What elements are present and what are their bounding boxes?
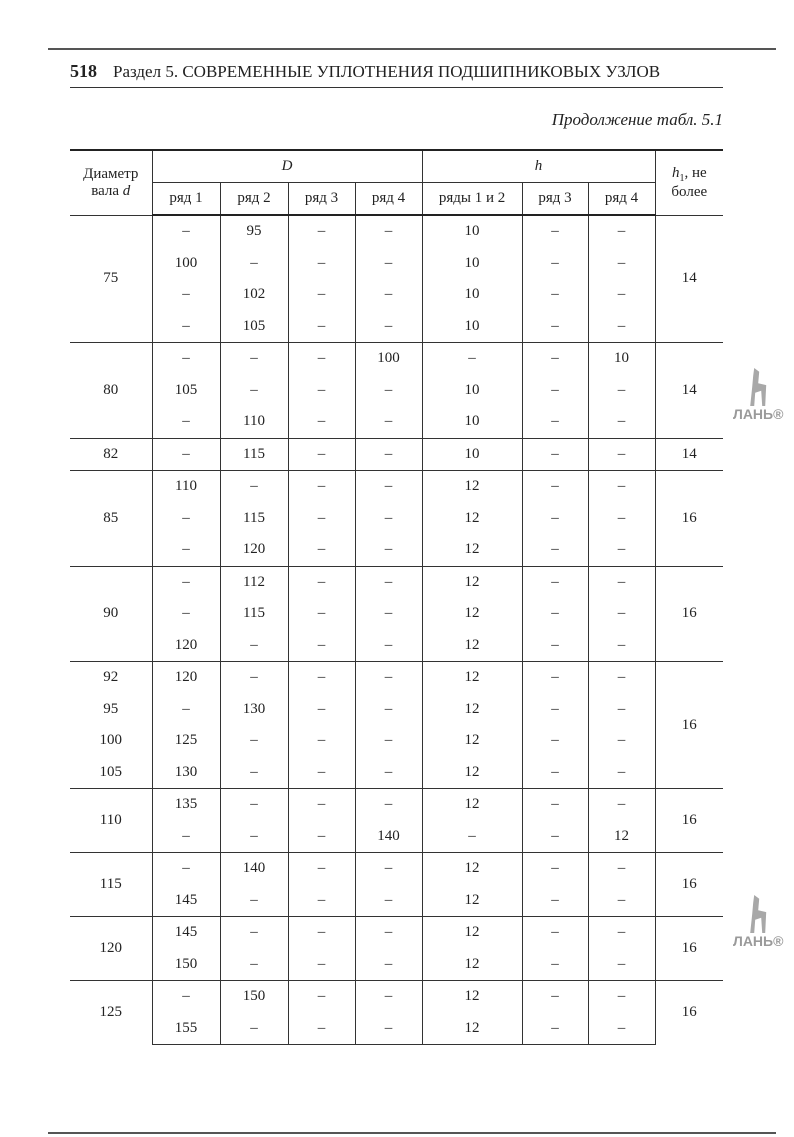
value-cell: – [288, 853, 355, 885]
value-cell: 12 [422, 757, 522, 789]
subcol-header: ряд 3 [288, 183, 355, 216]
value-cell: 10 [422, 311, 522, 343]
value-cell: 12 [422, 853, 522, 885]
table-row [70, 375, 723, 407]
value-cell: – [522, 853, 588, 885]
value-cell: – [220, 375, 288, 407]
table-row [70, 503, 723, 535]
table-row [70, 438, 723, 471]
table-row [70, 981, 723, 1013]
value-cell: – [588, 471, 655, 503]
value-cell: – [355, 438, 422, 471]
value-cell: 12 [422, 789, 522, 821]
watermark-text: ЛАНЬ® [733, 406, 784, 422]
shaft-diameter-cell: 120 [70, 917, 152, 981]
value-cell: 130 [220, 694, 288, 726]
table-row [70, 694, 723, 726]
table-row [70, 343, 723, 375]
value-cell: – [288, 406, 355, 438]
value-cell: 12 [422, 662, 522, 694]
value-cell: 150 [152, 949, 220, 981]
table-row [70, 853, 723, 885]
value-cell: – [588, 438, 655, 471]
value-cell: – [355, 406, 422, 438]
value-cell: 10 [422, 438, 522, 471]
value-cell: – [288, 311, 355, 343]
value-cell: – [288, 375, 355, 407]
value-cell: – [152, 853, 220, 885]
value-cell: – [588, 279, 655, 311]
value-cell: – [288, 598, 355, 630]
value-cell: 130 [152, 757, 220, 789]
value-cell: – [355, 694, 422, 726]
value-cell: 135 [152, 789, 220, 821]
value-cell: 12 [422, 471, 522, 503]
value-cell: – [522, 630, 588, 662]
shaft-diameter-cell: 115 [70, 853, 152, 917]
col-header-shaft-diameter [70, 150, 152, 215]
value-cell: – [522, 279, 588, 311]
value-cell: – [220, 725, 288, 757]
h1-cell: 16 [655, 566, 723, 662]
value-cell: – [288, 503, 355, 535]
value-cell: – [588, 248, 655, 280]
value-cell: 140 [220, 853, 288, 885]
value-cell: – [588, 757, 655, 789]
value-cell: – [588, 534, 655, 566]
value-cell: – [522, 917, 588, 949]
value-cell: 100 [152, 248, 220, 280]
value-cell: – [220, 1013, 288, 1045]
value-cell: 105 [220, 311, 288, 343]
value-cell: 12 [422, 725, 522, 757]
table-row [70, 757, 723, 789]
value-cell: – [288, 471, 355, 503]
table-row [70, 471, 723, 503]
value-cell: – [152, 598, 220, 630]
value-cell: – [522, 662, 588, 694]
table-row [70, 215, 723, 248]
watermark-logo [733, 368, 783, 422]
value-cell: 10 [422, 279, 522, 311]
value-cell: – [588, 311, 655, 343]
value-cell: 102 [220, 279, 288, 311]
value-cell: 145 [152, 917, 220, 949]
value-cell: 110 [220, 406, 288, 438]
value-cell: – [220, 821, 288, 853]
value-cell: – [522, 885, 588, 917]
value-cell: – [152, 311, 220, 343]
value-cell: – [522, 503, 588, 535]
table-row [70, 279, 723, 311]
value-cell: 105 [152, 375, 220, 407]
value-cell: – [152, 694, 220, 726]
value-cell: 12 [422, 981, 522, 1013]
table-row [70, 662, 723, 694]
shaft-diameter-cell: 100 [70, 725, 152, 757]
value-cell: – [522, 1013, 588, 1045]
value-cell: 12 [422, 694, 522, 726]
subcol-header: ряд 4 [355, 183, 422, 216]
h1-cell: 14 [655, 215, 723, 343]
shaft-diameter-cell: 110 [70, 789, 152, 853]
value-cell: 120 [220, 534, 288, 566]
deer-icon [748, 895, 768, 933]
header-rule [70, 87, 723, 88]
group-h-label: h [534, 158, 543, 174]
value-cell: – [355, 630, 422, 662]
value-cell: – [220, 757, 288, 789]
value-cell: – [522, 534, 588, 566]
value-cell: – [588, 566, 655, 598]
value-cell: – [588, 503, 655, 535]
shaft-diameter-cell: 90 [70, 566, 152, 662]
value-cell: 10 [422, 248, 522, 280]
dimensions-table [70, 149, 723, 1045]
table-caption: Продолжение табл. 5.1 [551, 110, 723, 129]
value-cell: – [220, 630, 288, 662]
section-title: Раздел 5. СОВРЕМЕННЫЕ УПЛОТНЕНИЯ ПОДШИПНИКОВЫХ УЗЛОВ [113, 62, 661, 81]
value-cell: 115 [220, 438, 288, 471]
value-cell: – [152, 503, 220, 535]
value-cell: 10 [422, 375, 522, 407]
value-cell: – [152, 279, 220, 311]
table-row [70, 789, 723, 821]
table-row [70, 248, 723, 280]
value-cell: 115 [220, 598, 288, 630]
value-cell: 100 [355, 343, 422, 375]
value-cell: – [355, 853, 422, 885]
value-cell: – [588, 375, 655, 407]
value-cell: – [288, 343, 355, 375]
value-cell: – [288, 821, 355, 853]
subcol-header: ряд 4 [588, 183, 655, 216]
value-cell: – [152, 215, 220, 248]
value-cell: 125 [152, 725, 220, 757]
value-cell: 12 [422, 1013, 522, 1045]
value-cell: 120 [152, 630, 220, 662]
table-row [70, 725, 723, 757]
value-cell: 12 [422, 949, 522, 981]
col-h1-label: $h_1$, не более [671, 164, 708, 200]
subcol-header: ряд 2 [220, 183, 288, 216]
value-cell: – [588, 598, 655, 630]
value-cell: – [288, 248, 355, 280]
value-cell: – [288, 949, 355, 981]
group-D-label: D [281, 158, 293, 174]
value-cell: – [152, 821, 220, 853]
table-row [70, 949, 723, 981]
value-cell: – [522, 725, 588, 757]
value-cell: – [588, 1013, 655, 1045]
value-cell: – [522, 566, 588, 598]
h1-cell: 16 [655, 662, 723, 789]
value-cell: – [288, 885, 355, 917]
value-cell: – [288, 534, 355, 566]
value-cell: – [588, 215, 655, 248]
subcol-header: ряд 1 [152, 183, 220, 216]
value-cell: 12 [422, 566, 522, 598]
table-row [70, 598, 723, 630]
value-cell: 95 [220, 215, 288, 248]
value-cell: – [355, 534, 422, 566]
watermark-logo [733, 895, 783, 949]
table-row [70, 566, 723, 598]
value-cell: – [152, 438, 220, 471]
value-cell: – [355, 215, 422, 248]
value-cell: – [422, 821, 522, 853]
value-cell: 10 [422, 406, 522, 438]
value-cell: – [355, 375, 422, 407]
value-cell: – [152, 406, 220, 438]
table-row [70, 1013, 723, 1045]
shaft-diameter-cell: 92 [70, 662, 152, 694]
value-cell: – [522, 757, 588, 789]
value-cell: – [588, 949, 655, 981]
value-cell: – [588, 630, 655, 662]
value-cell: – [288, 630, 355, 662]
h1-cell: 16 [655, 917, 723, 981]
value-cell: – [288, 438, 355, 471]
value-cell: – [588, 694, 655, 726]
value-cell: – [152, 566, 220, 598]
value-cell: – [522, 598, 588, 630]
value-cell: – [355, 503, 422, 535]
value-cell: 145 [152, 885, 220, 917]
value-cell: – [355, 311, 422, 343]
value-cell: 115 [220, 503, 288, 535]
value-cell: – [355, 279, 422, 311]
value-cell: – [355, 949, 422, 981]
value-cell: – [288, 279, 355, 311]
value-cell: – [288, 566, 355, 598]
page-number: 518 [70, 61, 97, 81]
col-group-D [152, 150, 422, 183]
subcol-header: ряд 3 [522, 183, 588, 216]
subcol-header: ряды 1 и 2 [422, 183, 522, 216]
table-row [70, 534, 723, 566]
value-cell: – [588, 789, 655, 821]
h1-cell: 16 [655, 853, 723, 917]
value-cell: – [355, 598, 422, 630]
shaft-diameter-cell: 80 [70, 343, 152, 439]
value-cell: – [220, 949, 288, 981]
top-rule [48, 48, 776, 50]
value-cell: – [355, 566, 422, 598]
value-cell: – [220, 471, 288, 503]
value-cell: – [288, 662, 355, 694]
value-cell: – [220, 248, 288, 280]
table-row [70, 821, 723, 853]
shaft-diameter-cell: 125 [70, 981, 152, 1045]
table-row [70, 885, 723, 917]
value-cell: – [288, 694, 355, 726]
value-cell: – [522, 215, 588, 248]
value-cell: – [288, 981, 355, 1013]
value-cell: – [355, 471, 422, 503]
h1-cell: 14 [655, 343, 723, 439]
value-cell: 10 [422, 215, 522, 248]
value-cell: 12 [422, 598, 522, 630]
value-cell: – [522, 471, 588, 503]
value-cell: 112 [220, 566, 288, 598]
value-cell: – [588, 853, 655, 885]
value-cell: 155 [152, 1013, 220, 1045]
value-cell: – [588, 406, 655, 438]
value-cell: – [220, 343, 288, 375]
value-cell: – [220, 885, 288, 917]
value-cell: – [152, 343, 220, 375]
value-cell: – [288, 757, 355, 789]
value-cell: – [288, 789, 355, 821]
value-cell: 12 [422, 885, 522, 917]
value-cell: – [355, 662, 422, 694]
value-cell: – [422, 343, 522, 375]
value-cell: – [522, 821, 588, 853]
table-row [70, 406, 723, 438]
value-cell: 120 [152, 662, 220, 694]
h1-cell: 14 [655, 438, 723, 471]
value-cell: 12 [422, 534, 522, 566]
value-cell: – [522, 981, 588, 1013]
value-cell: – [588, 885, 655, 917]
value-cell: – [522, 343, 588, 375]
value-cell: – [522, 248, 588, 280]
value-cell: – [355, 725, 422, 757]
value-cell: – [522, 789, 588, 821]
table-row [70, 630, 723, 662]
value-cell: – [355, 757, 422, 789]
value-cell: 12 [422, 630, 522, 662]
h1-cell: 16 [655, 471, 723, 567]
value-cell: – [288, 1013, 355, 1045]
value-cell: 10 [588, 343, 655, 375]
deer-icon [748, 368, 768, 406]
bottom-rule [48, 1132, 776, 1134]
shaft-diameter-cell: 85 [70, 471, 152, 567]
value-cell: – [588, 725, 655, 757]
value-cell: – [522, 375, 588, 407]
value-cell: – [152, 534, 220, 566]
h1-cell: 16 [655, 789, 723, 853]
value-cell: – [220, 789, 288, 821]
h1-cell: 16 [655, 981, 723, 1045]
shaft-diameter-cell: 95 [70, 694, 152, 726]
value-cell: 150 [220, 981, 288, 1013]
table-row [70, 311, 723, 343]
col-d-label: Диаметр вала d [83, 165, 139, 199]
value-cell: – [288, 215, 355, 248]
value-cell: – [152, 981, 220, 1013]
shaft-diameter-cell: 75 [70, 215, 152, 343]
value-cell: – [522, 438, 588, 471]
shaft-diameter-cell: 82 [70, 438, 152, 471]
value-cell: – [522, 694, 588, 726]
value-cell: 140 [355, 821, 422, 853]
value-cell: – [522, 311, 588, 343]
value-cell: – [355, 248, 422, 280]
value-cell: – [588, 662, 655, 694]
value-cell: 12 [422, 503, 522, 535]
value-cell: – [355, 789, 422, 821]
value-cell: – [522, 949, 588, 981]
value-cell: – [288, 917, 355, 949]
value-cell: – [588, 981, 655, 1013]
col-group-h [422, 150, 655, 183]
value-cell: – [288, 725, 355, 757]
value-cell: 12 [422, 917, 522, 949]
running-header [70, 61, 723, 82]
watermark-text: ЛАНЬ® [733, 933, 784, 949]
table-row [70, 917, 723, 949]
value-cell: – [220, 917, 288, 949]
shaft-diameter-cell: 105 [70, 757, 152, 789]
value-cell: – [355, 981, 422, 1013]
value-cell: 12 [588, 821, 655, 853]
value-cell: – [522, 406, 588, 438]
value-cell: – [588, 917, 655, 949]
value-cell: – [220, 662, 288, 694]
value-cell: 110 [152, 471, 220, 503]
col-header-h1 [655, 150, 723, 215]
value-cell: – [355, 917, 422, 949]
value-cell: – [355, 1013, 422, 1045]
value-cell: – [355, 885, 422, 917]
